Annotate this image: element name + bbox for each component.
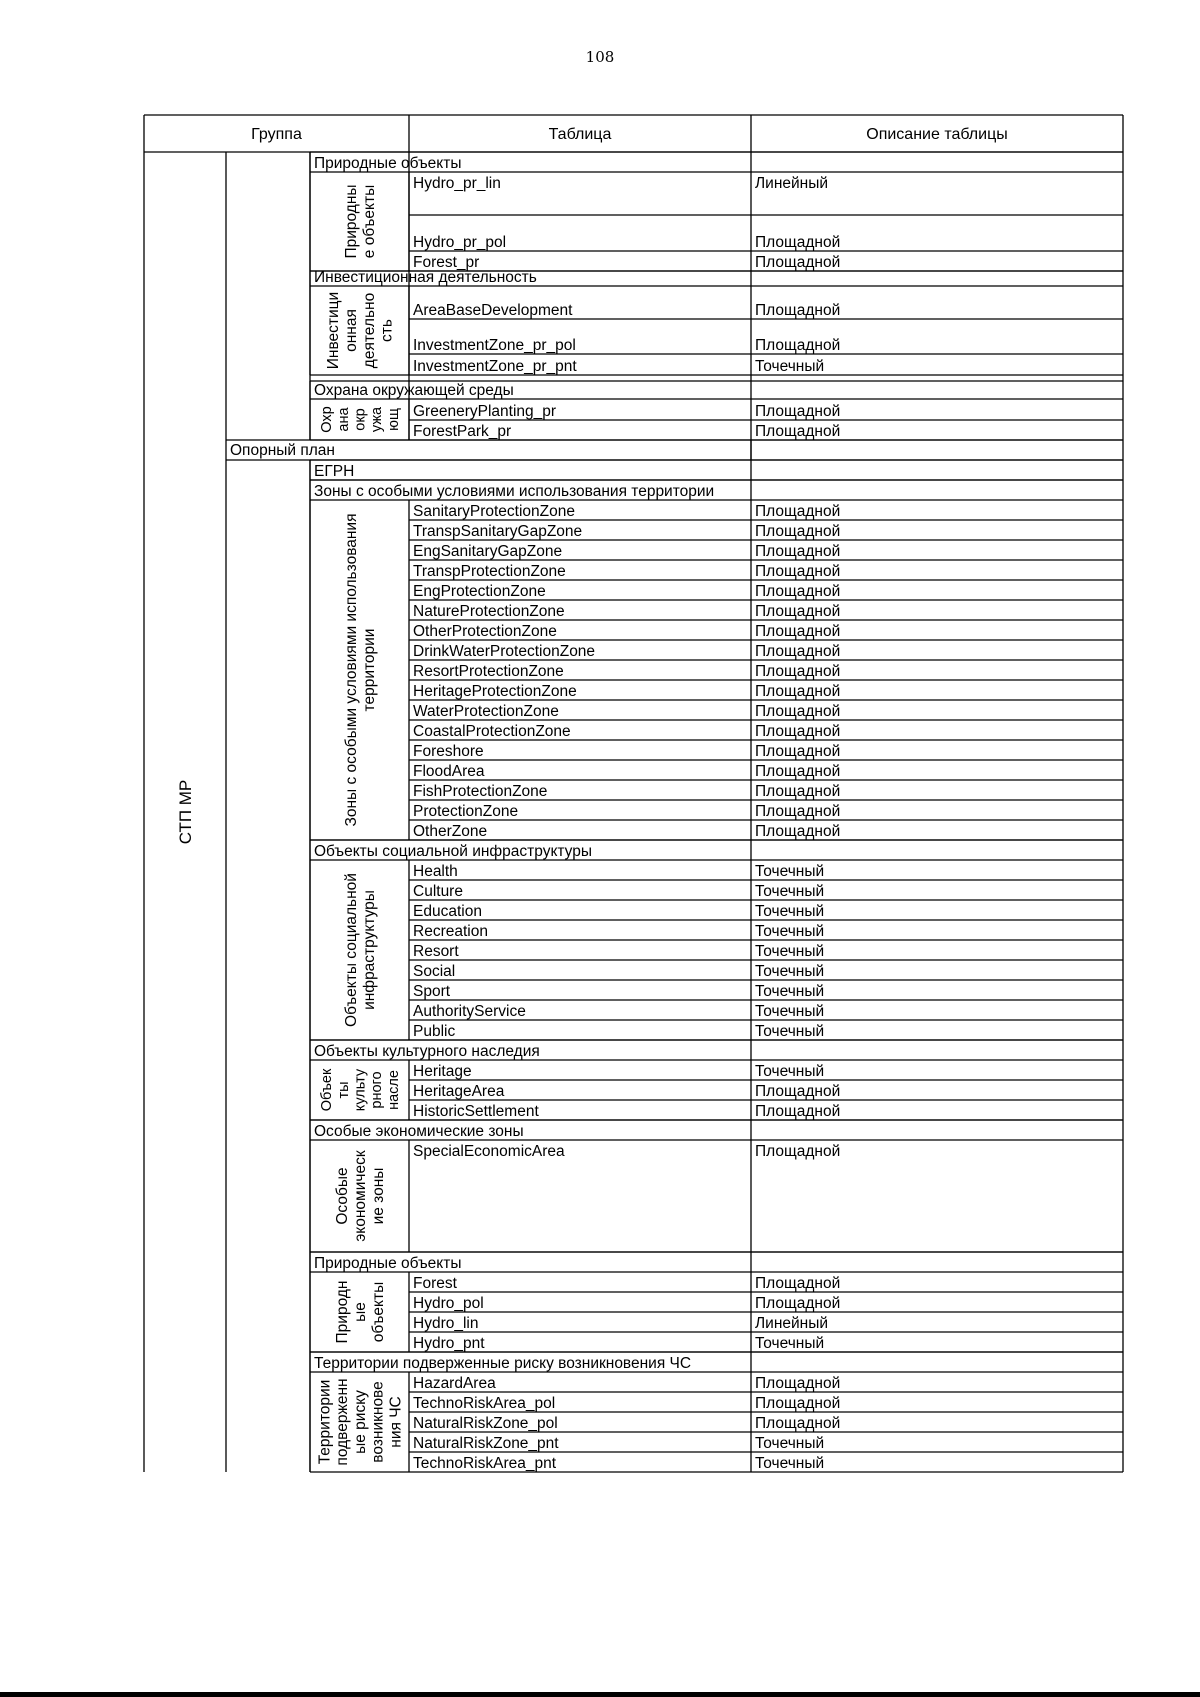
table-description: Точечный: [755, 1335, 825, 1352]
table-name: Recreation: [413, 923, 488, 940]
section-vertical-label: Природныеобъекты: [334, 1280, 387, 1344]
section-title: ЕГРН: [314, 463, 355, 480]
table-name: TechnoRiskArea_pnt: [413, 1455, 557, 1472]
table-description: Точечный: [755, 923, 825, 940]
table-description: Точечный: [755, 1003, 825, 1020]
table-name: HazardArea: [413, 1375, 496, 1392]
table-description: Точечный: [755, 863, 825, 880]
table-description: Площадной: [755, 723, 841, 740]
header-description: Описание таблицы: [866, 126, 1008, 143]
table-description: Точечный: [755, 943, 825, 960]
table-name: OtherProtectionZone: [413, 623, 557, 640]
table-description: Площадной: [755, 302, 841, 319]
table-name: Social: [413, 963, 456, 980]
table-description: Площадной: [755, 523, 841, 540]
table-description: Площадной: [755, 337, 841, 354]
table-description: Линейный: [755, 175, 829, 192]
table-name: NatureProtectionZone: [413, 603, 565, 620]
section-vertical-label: Территорииподверженные рискувозникновения ЧС: [316, 1378, 405, 1466]
table-description: Линейный: [755, 1315, 829, 1332]
table-name: Hydro_pr_pol: [413, 234, 507, 251]
root-group-label: СТП МР: [175, 779, 195, 845]
table-name: HeritageProtectionZone: [413, 683, 577, 700]
table-description: Точечный: [755, 883, 825, 900]
table-name: DrinkWaterProtectionZone: [413, 643, 596, 660]
table-name: Foreshore: [413, 743, 484, 760]
table-description: Точечный: [755, 1435, 825, 1452]
table-name: InvestmentZone_pr_pnt: [413, 358, 577, 375]
table-name: TranspProtectionZone: [413, 563, 566, 580]
table-description: Точечный: [755, 1455, 825, 1472]
section-title: Природные объекты: [314, 155, 462, 172]
section-vertical-label: Объектыкультурногонасле: [319, 1068, 402, 1112]
table-name: Hydro_pol: [413, 1295, 484, 1312]
table-description: Точечный: [755, 903, 825, 920]
table-description: Площадной: [755, 254, 841, 271]
section-vertical-label: Объекты социальнойинфраструктуры: [343, 873, 378, 1027]
table-description: Точечный: [755, 963, 825, 980]
section-vertical-label: Инвестиционнаядеятельность: [325, 291, 396, 370]
section-title: Территории подверженные риску возникновения ЧС: [314, 1355, 692, 1372]
table-name: EngProtectionZone: [413, 583, 546, 600]
table-name: ResortProtectionZone: [413, 663, 564, 680]
table-name: GreeneryPlanting_pr: [413, 403, 557, 420]
table-description: Площадной: [755, 1375, 841, 1392]
table-name: TechnoRiskArea_pol: [413, 1395, 556, 1412]
table-description: Площадной: [755, 823, 841, 840]
section-vertical-label: Зоны с особыми условиями использованиятерритории: [343, 513, 378, 827]
table-description: Точечный: [755, 1063, 825, 1080]
table-name: Hydro_lin: [413, 1315, 479, 1332]
table-name: CoastalProtectionZone: [413, 723, 571, 740]
table-description: Площадной: [755, 603, 841, 620]
table-name: Sport: [413, 983, 451, 1000]
section-title: Объекты социальной инфраструктуры: [314, 843, 593, 860]
section-vertical-label: Охранаокружающ: [319, 406, 402, 433]
table-description: Площадной: [755, 563, 841, 580]
section-title: Инвестиционная деятельность: [314, 269, 537, 286]
table-name: InvestmentZone_pr_pol: [413, 337, 576, 354]
table-description: Площадной: [755, 1295, 841, 1312]
table-description: Площадной: [755, 803, 841, 820]
table-description: Площадной: [755, 763, 841, 780]
table-description: Площадной: [755, 1395, 841, 1412]
table-name: SanitaryProtectionZone: [413, 503, 575, 520]
table-name: Heritage: [413, 1063, 472, 1080]
table-description: Площадной: [755, 583, 841, 600]
section-title: Охрана окружающей среды: [314, 382, 514, 399]
table-description: Площадной: [755, 1103, 841, 1120]
table-description: Точечный: [755, 1023, 825, 1040]
bottom-border: [0, 1692, 1200, 1697]
table-name: WaterProtectionZone: [413, 703, 559, 720]
table-name: Education: [413, 903, 482, 920]
table-name: OtherZone: [413, 823, 488, 840]
section-vertical-label: Природные объекты: [343, 184, 378, 259]
table-description: Площадной: [755, 1083, 841, 1100]
table-name: NaturalRiskZone_pol: [413, 1415, 558, 1432]
section-title: Природные объекты: [314, 1255, 462, 1272]
section-vertical-label: Особыеэкономические зоны: [334, 1150, 387, 1242]
table-name: Forest_pr: [413, 254, 480, 271]
table-description: Площадной: [755, 683, 841, 700]
table-name: HeritageArea: [413, 1083, 505, 1100]
page-number: 108: [585, 48, 615, 66]
table-name: FishProtectionZone: [413, 783, 548, 800]
subgroup-label: Опорный план: [230, 442, 335, 459]
table-description: Площадной: [755, 503, 841, 520]
table-description: Площадной: [755, 743, 841, 760]
table-name: Resort: [413, 943, 459, 960]
table-description: Площадной: [755, 423, 841, 440]
header-group: Группа: [251, 126, 302, 143]
table-name: SpecialEconomicArea: [413, 1143, 565, 1160]
table-description: Площадной: [755, 623, 841, 640]
table-description: Площадной: [755, 403, 841, 420]
section-title: Особые экономические зоны: [314, 1123, 524, 1140]
table-name: NaturalRiskZone_pnt: [413, 1435, 559, 1452]
table-name: HistoricSettlement: [413, 1103, 539, 1120]
table-name: ProtectionZone: [413, 803, 519, 820]
table-description: Площадной: [755, 703, 841, 720]
table-name: Health: [413, 863, 458, 880]
table-description: Площадной: [755, 783, 841, 800]
table-description: Площадной: [755, 543, 841, 560]
table-name: TranspSanitaryGapZone: [413, 523, 583, 540]
table-description: Точечный: [755, 983, 825, 1000]
table-description: Площадной: [755, 1415, 841, 1432]
table-name: Hydro_pr_lin: [413, 175, 501, 192]
table-description: Площадной: [755, 1143, 841, 1160]
table-description: Площадной: [755, 643, 841, 660]
section-title: Объекты культурного наследия: [314, 1043, 540, 1060]
table-name: AreaBaseDevelopment: [413, 302, 573, 319]
table-name: AuthorityService: [413, 1003, 526, 1020]
table-name: Public: [413, 1023, 456, 1040]
table-name: FloodArea: [413, 763, 485, 780]
table-name: Hydro_pnt: [413, 1335, 485, 1352]
table-name: ForestPark_pr: [413, 423, 512, 440]
section-title: Зоны с особыми условиями использования территории: [314, 483, 715, 500]
table-name: Culture: [413, 883, 463, 900]
table-description: Площадной: [755, 663, 841, 680]
table-name: Forest: [413, 1275, 457, 1292]
header-table: Таблица: [548, 126, 612, 143]
table-description: Площадной: [755, 1275, 841, 1292]
table-name: EngSanitaryGapZone: [413, 543, 563, 560]
table-description: Площадной: [755, 234, 841, 251]
table-description: Точечный: [755, 358, 825, 375]
